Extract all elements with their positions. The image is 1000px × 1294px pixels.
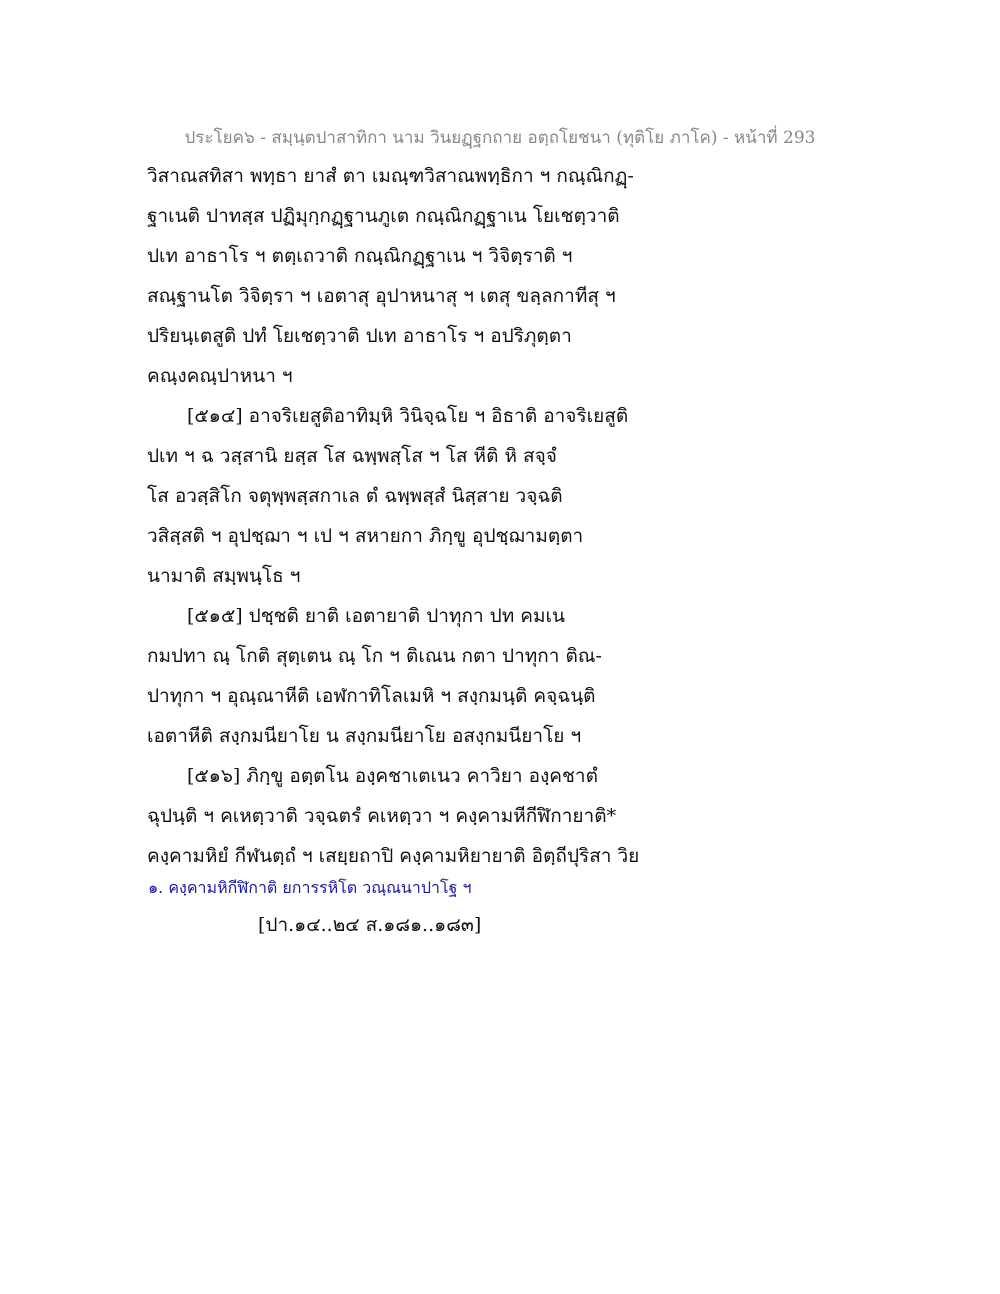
paragraph-start-515: [๕๑๕] ปชฺชติ ยาติ เอตายาติ ปาทุกา ปท คมเน [187,605,565,627]
text-line: ปเท ฯ ฉ วสฺสานิ ยสฺส โส ฉพฺพสฺโส ฯ โส หีติ หิ สจฺจํ [147,445,557,467]
text-line: สณฺฐานโต วิจิตฺรา ฯ เอตาสุ อุปาหนาสุ ฯ เตสุ ขลฺลกาทีสุ ฯ [147,285,616,307]
page-reference: [ปา.๑๔..๒๔ ส.๑๘๑..๑๘๓] [258,914,482,936]
body-text [147,156,867,876]
text-line: คงฺคามหิยํ กีฬนตฺถํ ฯ เสยฺยถาปิ คงฺคามหิยายาติ อิตฺถีปุริสา วิย [147,845,640,867]
text-line: ปริยนฺเตสูติ ปทํ โยเชตฺวาติ ปเท อาธาโร ฯ อปริภุตฺตา [147,325,572,347]
text-line: ฐาเนติ ปาทสฺส ปฏิมุกฺกฏฺฐานภูเต กณฺณิกฏฺฐาเน โยเชตฺวาติ [147,205,620,227]
page-header: ประโยค๖ - สมฺนฺตปาสาทิกา นาม วินยฏฺฐกถาย อตฺถโยชนา (ทุติโย ภาโค) - หน้าที่ 293 [184,128,816,148]
text-line: ปเท อาธาโร ฯ ตตฺเถวาติ กณฺณิกฏฺฐาเน ฯ วิจิตฺราติ ฯ [147,245,573,267]
paragraph-start-516: [๕๑๖] ภิกฺขู อตฺตโน องฺคชาเตเนว คาวิยา องฺคชาตํ [187,765,598,787]
text-line: นามาติ สมฺพนฺโธ ฯ [147,565,301,587]
text-line: ปาทุกา ฯ อุณฺณาหีติ เอฬกาทิโลเมหิ ฯ สงฺกมนฺติ คจฺฉนฺติ [147,685,596,707]
text-line: วสิสฺสติ ฯ อุปชฺฌา ฯ เป ฯ สหายกา ภิกฺขู อุปชฺฌามตฺตา [147,525,584,547]
footnote: ๑. คงฺคามหิกีฬิกาติ ยการรหิโต วณฺณนาปาโฐ ฯ [148,878,472,897]
text-line: เอตาหีติ สงฺกมนียาโย น สงฺกมนียาโย อสงฺกมนียาโย ฯ [147,725,582,747]
text-line: กมปทา ณฺ โกติ สุตฺเตน ณฺ โก ฯ ติเณน กตา ปาทุกา ติณ- [147,645,602,667]
text-line: วิสาณสทิสา พทฺธา ยาสํ ตา เมณฺฑวิสาณพทฺธิกา ฯ กณฺณิกฏฺ- [147,165,634,187]
text-line: คณฺงคณฺปาหนา ฯ [147,365,293,387]
paragraph-start-514: [๕๑๔] อาจริเยสูติอาทิมฺหิ วินิจฺฉโย ฯ อิธาติ อาจริเยสูติ [187,405,629,427]
text-line: ฉุปนฺติ ฯ คเหตฺวาติ วจฺฉตรํ คเหตฺวา ฯ คงฺคามหีกีฬิกายาติ* [147,805,617,827]
text-line: โส อวสฺสิโก จตุพฺพสฺสกาเล ตํ ฉพฺพสฺสํ นิสฺสาย วจฺฉติ [147,485,563,507]
